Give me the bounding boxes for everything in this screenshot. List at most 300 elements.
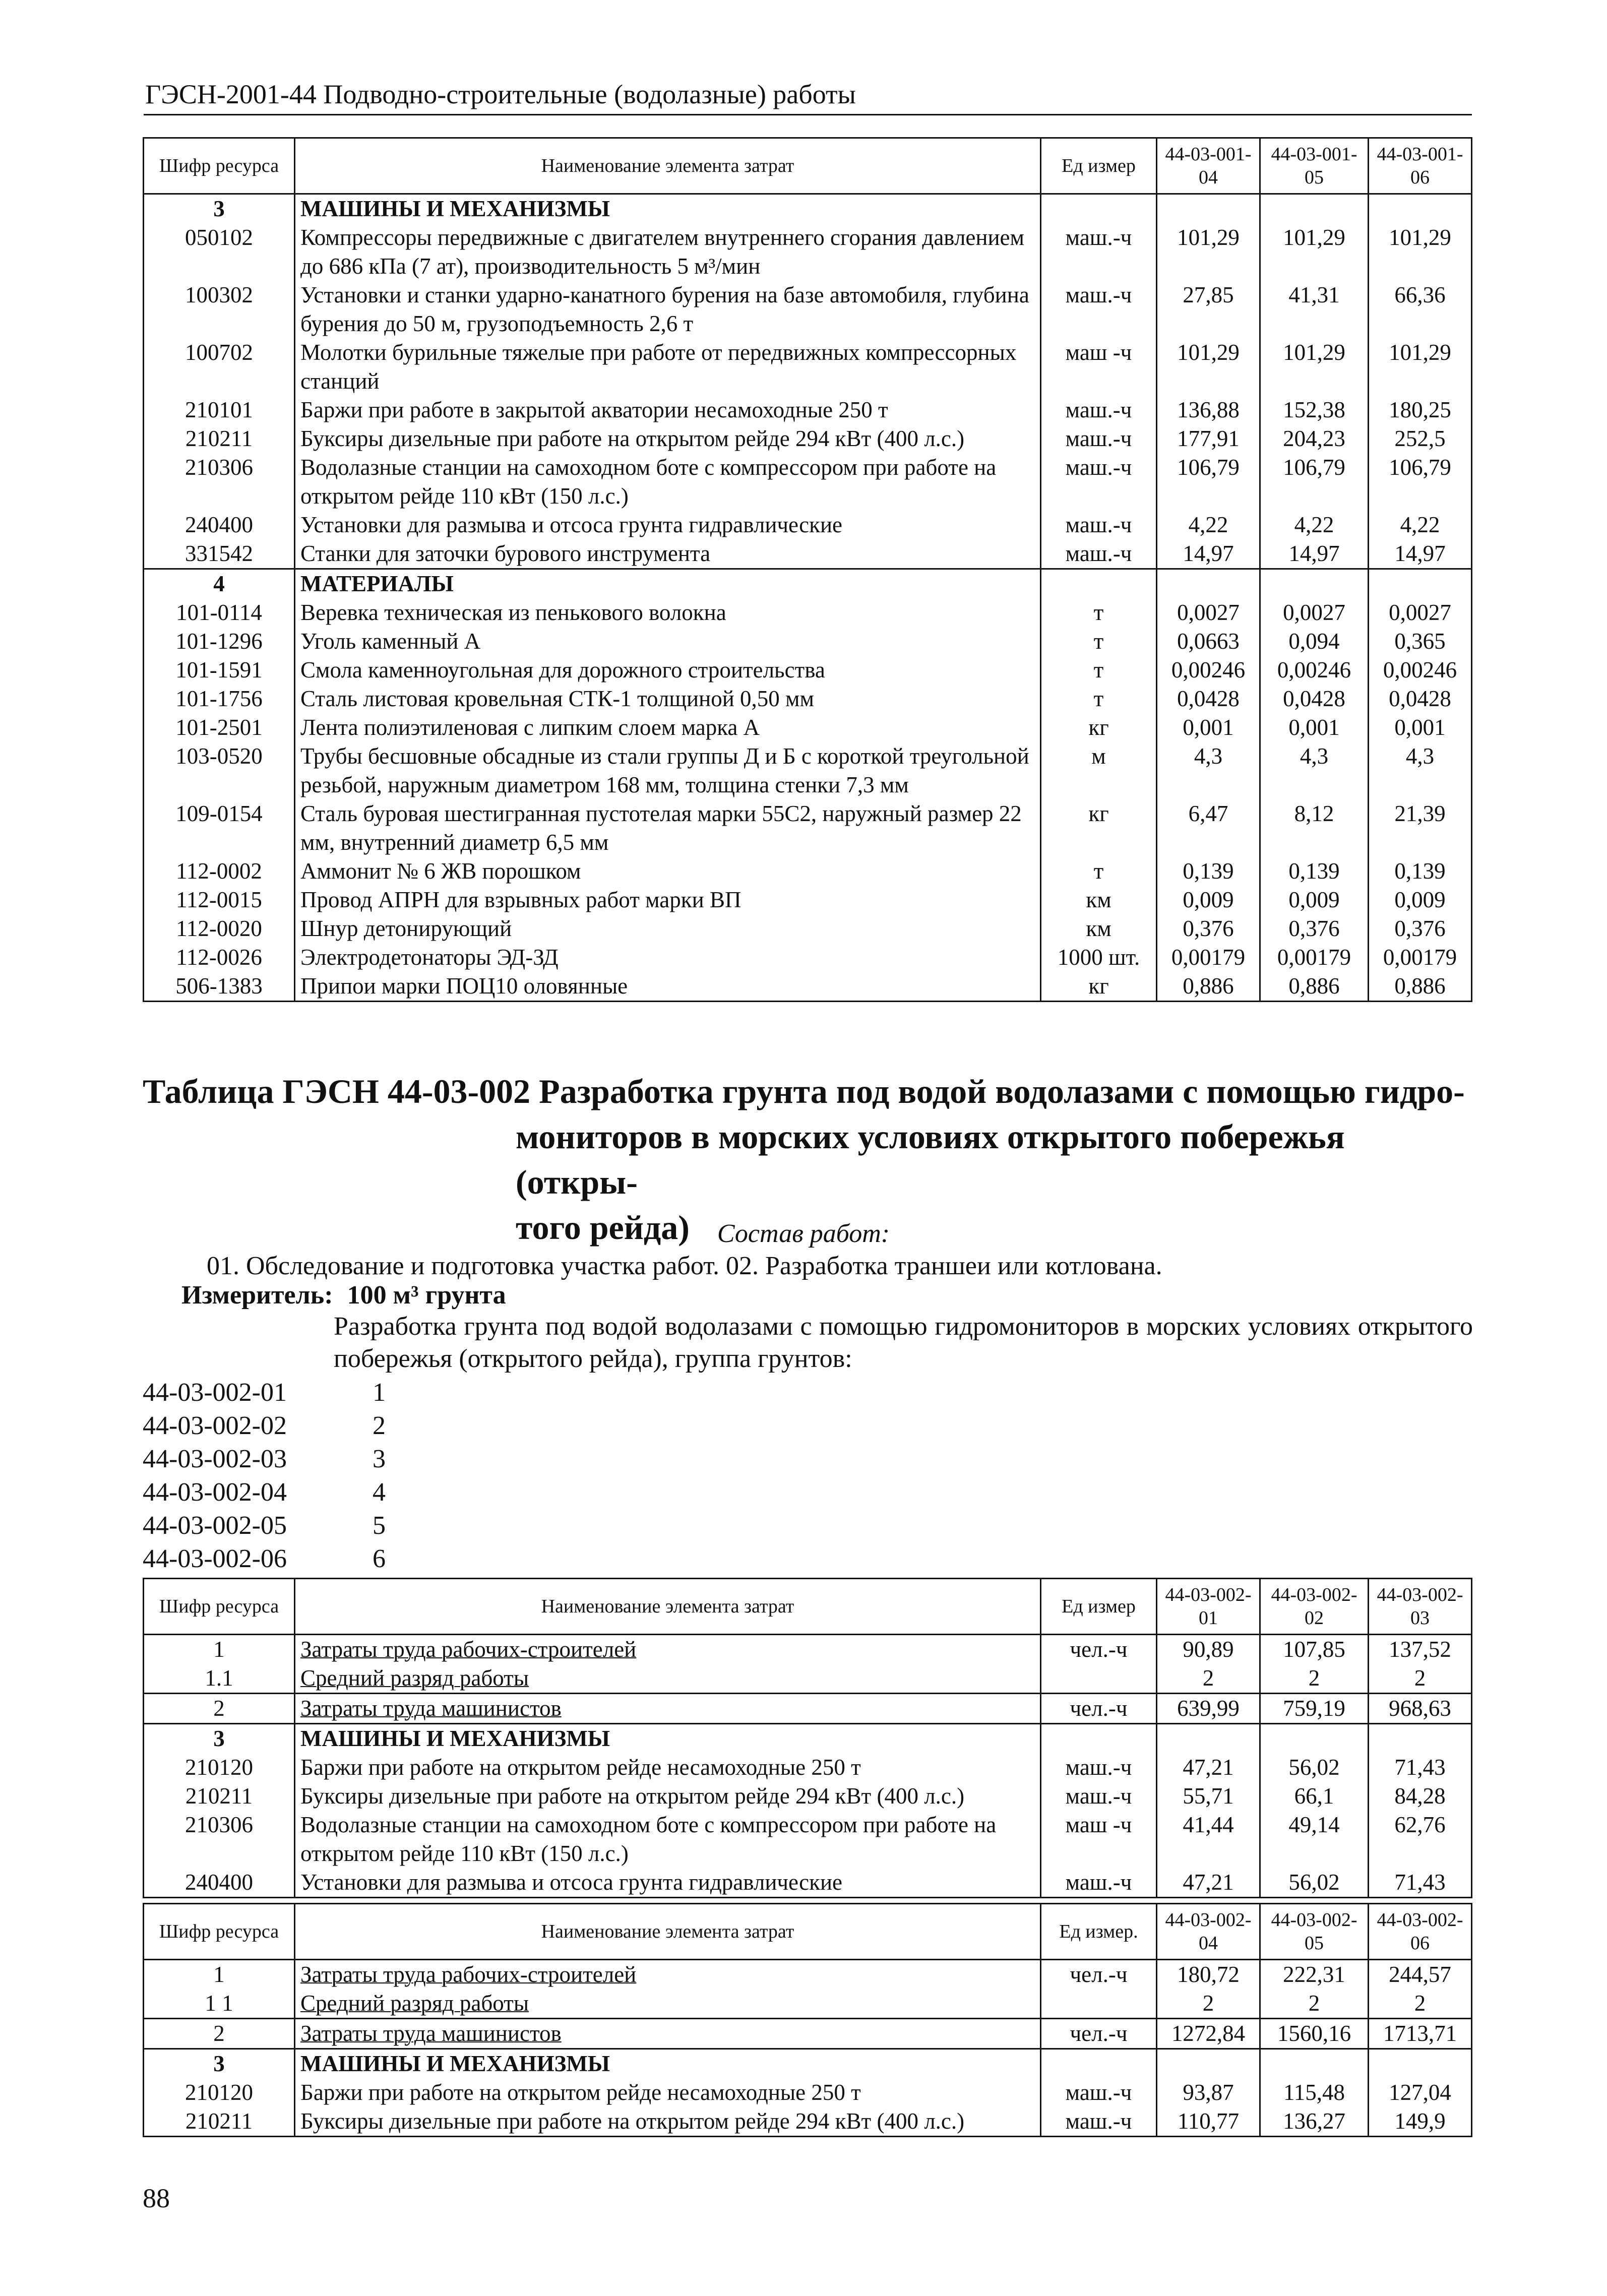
variant-code: 44-03-002-05 — [143, 1511, 287, 1540]
resource-unit — [1041, 194, 1157, 224]
value-col-3: 0,886 — [1369, 972, 1472, 1002]
value-col-2: 4,3 — [1260, 742, 1369, 799]
resource-name-text: Затраты труда машинистов — [300, 2021, 562, 2046]
resource-name-text: Сталь листовая кровельная СТК-1 толщиной 0,50 мм — [300, 686, 814, 711]
resource-unit: км — [1041, 886, 1157, 914]
table-title-line-1: Таблица ГЭСН 44-03-002 Разработка грунта под водой водолазами с помощью гидро- — [143, 1072, 1465, 1110]
value-col-2: 0,0428 — [1260, 685, 1369, 713]
value-col-1: 639,99 — [1157, 1694, 1260, 1724]
value-col-1: 0,886 — [1157, 972, 1260, 1002]
value-col-3 — [1369, 1724, 1472, 1754]
resource-code: 2 — [144, 1694, 295, 1724]
value-col-2: 222,31 — [1260, 1960, 1369, 1990]
resource-code: 210120 — [144, 1753, 295, 1782]
value-col-3: 0,365 — [1369, 627, 1472, 656]
value-col-3: 21,39 — [1369, 799, 1472, 857]
table-row — [144, 1811, 1472, 1868]
section-row — [144, 2049, 1472, 2079]
header-code: Шифр ресурса — [144, 1579, 295, 1635]
value-col-2: 0,139 — [1260, 857, 1369, 886]
value-col-2: 101,29 — [1260, 338, 1369, 396]
running-header: ГЭСН-2001-44 Подводно-строительные (водолазные) работы — [145, 79, 856, 109]
value-col-1: 27,85 — [1157, 281, 1260, 338]
value-col-2 — [1260, 2049, 1369, 2079]
resource-name-text: Шнур детонирующий — [300, 916, 512, 941]
value-col-1: 1272,84 — [1157, 2019, 1260, 2049]
resource-unit: 1000 шт. — [1041, 943, 1157, 972]
resource-name — [295, 1960, 1041, 1990]
value-col-3: 968,63 — [1369, 1694, 1472, 1724]
header-unit: Ед измер — [1041, 138, 1157, 194]
value-col-3: 71,43 — [1369, 1753, 1472, 1782]
table-row — [144, 943, 1472, 972]
resource-code: 3 — [144, 1724, 295, 1754]
value-col-2: 41,31 — [1260, 281, 1369, 338]
resource-code: 100302 — [144, 281, 295, 338]
resource-name — [295, 972, 1041, 1002]
variant-row — [143, 1476, 386, 1509]
description: Разработка грунта под водой водолазами с помощью гидромониторов в морских условиях открытого побережья (открытого рейда), группа грунтов: — [334, 1312, 1473, 1373]
resource-code: 210120 — [144, 2078, 295, 2107]
resource-code: 240400 — [144, 1868, 295, 1898]
value-col-2: 56,02 — [1260, 1753, 1369, 1782]
resource-name — [295, 1724, 1041, 1754]
section-row — [144, 569, 1472, 599]
table-row — [144, 972, 1472, 1002]
resource-code: 101-1591 — [144, 656, 295, 685]
value-col-2: 152,38 — [1260, 396, 1369, 424]
resource-name — [295, 539, 1041, 569]
resource-code: 103-0520 — [144, 742, 295, 799]
value-col-2: 14,97 — [1260, 539, 1369, 569]
value-col-2: 0,886 — [1260, 972, 1369, 1002]
resource-code: 1.1 — [144, 1664, 295, 1694]
value-col-3: 0,001 — [1369, 713, 1472, 742]
header-col-3: 44-03-001-06 — [1369, 138, 1472, 194]
value-col-1: 41,44 — [1157, 1811, 1260, 1868]
variant-code: 44-03-002-03 — [143, 1445, 287, 1473]
value-col-1: 14,97 — [1157, 539, 1260, 569]
resource-name — [295, 1664, 1041, 1694]
header-name: Наименование элемента затрат — [295, 1579, 1041, 1635]
resource-name-text: Средний разряд работы — [300, 1991, 529, 2016]
resource-code: 112-0002 — [144, 857, 295, 886]
value-col-3: 137,52 — [1369, 1635, 1472, 1664]
resource-unit: маш.-ч — [1041, 223, 1157, 281]
resource-name — [295, 453, 1041, 511]
value-col-3: 71,43 — [1369, 1868, 1472, 1898]
value-col-1: 0,009 — [1157, 886, 1260, 914]
value-col-3: 0,00179 — [1369, 943, 1472, 972]
variant-code: 44-03-002-01 — [143, 1378, 287, 1407]
resource-code: 112-0015 — [144, 886, 295, 914]
table-row — [144, 799, 1472, 857]
table-header-row — [144, 1579, 1472, 1635]
value-col-3: 1713,71 — [1369, 2019, 1472, 2049]
value-col-2: 4,22 — [1260, 511, 1369, 539]
resource-name-text: МАТЕРИАЛЫ — [300, 571, 454, 596]
resource-name-text: Буксиры дизельные при работе на открытом рейде 294 кВт (400 л.с.) — [300, 426, 965, 451]
resource-unit: маш.-ч — [1041, 281, 1157, 338]
variant-row — [143, 1509, 386, 1542]
resource-name — [295, 424, 1041, 453]
table-row — [144, 627, 1472, 656]
value-col-2: 0,00246 — [1260, 656, 1369, 685]
value-col-2: 49,14 — [1260, 1811, 1369, 1868]
variant-row — [143, 1443, 386, 1476]
resource-name — [295, 627, 1041, 656]
resource-name-text: Припои марки ПОЦ10 оловянные — [300, 973, 628, 999]
section-row — [144, 194, 1472, 224]
resource-name — [295, 569, 1041, 599]
variant-group: 2 — [373, 1411, 386, 1440]
resource-name-text: МАШИНЫ И МЕХАНИЗМЫ — [300, 196, 610, 221]
value-col-2: 136,27 — [1260, 2107, 1369, 2137]
variant-group: 1 — [373, 1378, 386, 1407]
resource-name — [295, 2107, 1041, 2137]
resource-name-text: Установки и станки ударно-канатного бурения на базе автомобиля, глубина бурения до 50 м, грузоподъемность 2,6 т — [300, 282, 1029, 336]
table-row — [144, 281, 1472, 338]
value-col-3: 0,376 — [1369, 914, 1472, 943]
value-col-3: 149,9 — [1369, 2107, 1472, 2137]
resource-unit: маш.-ч — [1041, 424, 1157, 453]
table-header-row — [144, 1904, 1472, 1960]
resource-name-text: МАШИНЫ И МЕХАНИЗМЫ — [300, 1726, 610, 1751]
variant-row — [143, 1409, 386, 1443]
resource-unit: маш.-ч — [1041, 2078, 1157, 2107]
resource-code: 2 — [144, 2019, 295, 2049]
value-col-2: 101,29 — [1260, 223, 1369, 281]
resource-unit: т — [1041, 656, 1157, 685]
variant-code: 44-03-002-06 — [143, 1544, 287, 1573]
value-col-1: 101,29 — [1157, 223, 1260, 281]
table-row — [144, 539, 1472, 569]
resource-name — [295, 1989, 1041, 2019]
table-row — [144, 914, 1472, 943]
resource-unit: маш.-ч — [1041, 453, 1157, 511]
resource-unit: т — [1041, 857, 1157, 886]
table-row — [144, 396, 1472, 424]
value-col-3: 106,79 — [1369, 453, 1472, 511]
resource-name-text: Установки для размыва и отсоса грунта гидравлические — [300, 1870, 843, 1895]
variant-group: 3 — [373, 1445, 386, 1473]
value-col-2 — [1260, 194, 1369, 224]
value-col-1: 47,21 — [1157, 1753, 1260, 1782]
value-col-1: 2 — [1157, 1989, 1260, 2019]
table-row — [144, 511, 1472, 539]
resource-code: 101-1296 — [144, 627, 295, 656]
resource-name — [295, 799, 1041, 857]
resource-code: 109-0154 — [144, 799, 295, 857]
table-row — [144, 742, 1472, 799]
value-col-1: 0,0027 — [1157, 598, 1260, 627]
resource-name — [295, 857, 1041, 886]
resource-unit: м — [1041, 742, 1157, 799]
resource-name — [295, 1868, 1041, 1898]
resource-unit: маш.-ч — [1041, 539, 1157, 569]
resource-name — [295, 656, 1041, 685]
value-col-1: 90,89 — [1157, 1635, 1260, 1664]
resource-name — [295, 194, 1041, 224]
resource-unit — [1041, 2049, 1157, 2079]
value-col-3: 0,009 — [1369, 886, 1472, 914]
variant-group: 6 — [373, 1544, 386, 1573]
resource-table-2 — [143, 1578, 1472, 1898]
header-col-2: 44-03-001-05 — [1260, 138, 1369, 194]
header-col-2: 44-03-002-05 — [1260, 1904, 1369, 1960]
value-col-3: 4,22 — [1369, 511, 1472, 539]
resource-unit — [1041, 569, 1157, 599]
value-col-3: 101,29 — [1369, 223, 1472, 281]
resource-name-text: Сталь буровая шестигранная пустотелая марки 55С2, наружный размер 22 мм, внутренний диаметр 6,5 мм — [300, 801, 1022, 855]
resource-name-text: Водолазные станции на самоходном боте с компрессором при работе на открытом рейде 110 кВт (150 л.с.) — [300, 1812, 997, 1866]
header-name: Наименование элемента затрат — [295, 138, 1041, 194]
resource-name — [295, 943, 1041, 972]
value-col-1: 180,72 — [1157, 1960, 1260, 1990]
value-col-2: 106,79 — [1260, 453, 1369, 511]
resource-unit: т — [1041, 685, 1157, 713]
resource-name-text: Средний разряд работы — [300, 1665, 529, 1691]
header-unit: Ед измер — [1041, 1579, 1157, 1635]
table-row — [144, 453, 1472, 511]
resource-name — [295, 2019, 1041, 2049]
value-col-1 — [1157, 2049, 1260, 2079]
value-col-2: 115,48 — [1260, 2078, 1369, 2107]
value-col-3: 4,3 — [1369, 742, 1472, 799]
header-col-3: 44-03-002-03 — [1369, 1579, 1472, 1635]
value-col-2: 2 — [1260, 1989, 1369, 2019]
value-col-3 — [1369, 2049, 1472, 2079]
value-col-1: 106,79 — [1157, 453, 1260, 511]
table-row — [144, 424, 1472, 453]
resource-name-text: Буксиры дизельные при работе на открытом рейде 294 кВт (400 л.с.) — [300, 2108, 965, 2134]
resource-code: 210211 — [144, 2107, 295, 2137]
variant-code: 44-03-002-04 — [143, 1478, 287, 1507]
resource-code: 1 1 — [144, 1989, 295, 2019]
resource-unit: маш.-ч — [1041, 2107, 1157, 2137]
value-col-1 — [1157, 194, 1260, 224]
value-col-2: 8,12 — [1260, 799, 1369, 857]
table-header-row — [144, 138, 1472, 194]
table-row — [144, 886, 1472, 914]
resource-name — [295, 338, 1041, 396]
resource-unit: кг — [1041, 713, 1157, 742]
resource-unit — [1041, 1989, 1157, 2019]
resource-name-text: Веревка техническая из пенькового волокна — [300, 600, 726, 625]
resource-code: 210101 — [144, 396, 295, 424]
value-col-2: 2 — [1260, 1664, 1369, 1694]
resource-name — [295, 685, 1041, 713]
value-col-1: 0,376 — [1157, 914, 1260, 943]
resource-name-text: Баржи при работе на открытом рейде несамоходные 250 т — [300, 1755, 861, 1780]
value-col-3: 180,25 — [1369, 396, 1472, 424]
table-row — [144, 223, 1472, 281]
header-rule — [144, 114, 1472, 115]
resource-unit — [1041, 1664, 1157, 1694]
resource-name-text: Трубы бесшовные обсадные из стали группы Д и Б с короткой треугольной резьбой, наружным диаметром 168 мм, толщина стенки 7,3 мм — [300, 743, 1029, 797]
variant-group: 5 — [373, 1511, 386, 1540]
table-row — [144, 338, 1472, 396]
resource-unit: кг — [1041, 799, 1157, 857]
value-col-1: 2 — [1157, 1664, 1260, 1694]
table-row — [144, 1635, 1472, 1664]
resource-name-text: Установки для размыва и отсоса грунта гидравлические — [300, 512, 843, 537]
variant-group: 4 — [373, 1478, 386, 1507]
table-title-line-2: мониторов в морских условиях открытого побережья (откры- — [516, 1118, 1345, 1201]
header-code: Шифр ресурса — [144, 1904, 295, 1960]
variants-list — [143, 1376, 386, 1576]
value-col-1: 101,29 — [1157, 338, 1260, 396]
resource-name-text: Водолазные станции на самоходном боте с компрессором при работе на открытом рейде 110 кВт (150 л.с.) — [300, 455, 997, 509]
header-unit: Ед измер. — [1041, 1904, 1157, 1960]
resource-name — [295, 914, 1041, 943]
resource-name — [295, 742, 1041, 799]
resource-name — [295, 886, 1041, 914]
value-col-1: 4,3 — [1157, 742, 1260, 799]
resource-unit: маш.-ч — [1041, 1753, 1157, 1782]
resource-unit: маш -ч — [1041, 1811, 1157, 1868]
value-col-2: 0,001 — [1260, 713, 1369, 742]
resource-name — [295, 2078, 1041, 2107]
resource-name-text: Провод АПРН для взрывных работ марки ВП — [300, 887, 741, 912]
resource-name-text: Баржи при работе на открытом рейде несамоходные 250 т — [300, 2080, 861, 2105]
value-col-1: 0,001 — [1157, 713, 1260, 742]
value-col-3: 127,04 — [1369, 2078, 1472, 2107]
resource-unit: чел.-ч — [1041, 1635, 1157, 1664]
header-col-1: 44-03-002-04 — [1157, 1904, 1260, 1960]
value-col-1: 47,21 — [1157, 1868, 1260, 1898]
value-col-1 — [1157, 569, 1260, 599]
value-col-2: 56,02 — [1260, 1868, 1369, 1898]
table-row — [144, 713, 1472, 742]
resource-unit: км — [1041, 914, 1157, 943]
value-col-3 — [1369, 569, 1472, 599]
resource-unit: маш.-ч — [1041, 1782, 1157, 1811]
value-col-3: 14,97 — [1369, 539, 1472, 569]
value-col-2: 0,009 — [1260, 886, 1369, 914]
value-col-3: 0,139 — [1369, 857, 1472, 886]
resource-name-text: Молотки бурильные тяжелые при работе от передвижных компрессорных станций — [300, 340, 1017, 394]
meter-label: Измеритель: — [181, 1281, 333, 1310]
table-row — [144, 2107, 1472, 2137]
resource-name-text: Компрессоры передвижные с двигателем внутреннего сгорания давлением до 686 кПа (7 ат), производительность 5 м³/мин — [300, 225, 1025, 279]
resource-name-text: Станки для заточки бурового инструмента — [300, 541, 711, 566]
header-name: Наименование элемента затрат — [295, 1904, 1041, 1960]
resource-unit: маш.-ч — [1041, 396, 1157, 424]
table-row — [144, 1694, 1472, 1724]
value-col-1: 0,00246 — [1157, 656, 1260, 685]
value-col-1: 0,139 — [1157, 857, 1260, 886]
value-col-3: 0,00246 — [1369, 656, 1472, 685]
resource-unit: маш.-ч — [1041, 1868, 1157, 1898]
table-row — [144, 685, 1472, 713]
section-row — [144, 1724, 1472, 1754]
resource-code: 050102 — [144, 223, 295, 281]
resource-code: 506-1383 — [144, 972, 295, 1002]
table-row — [144, 2078, 1472, 2107]
resource-unit: маш.-ч — [1041, 511, 1157, 539]
header-col-2: 44-03-002-02 — [1260, 1579, 1369, 1635]
value-col-1: 0,00179 — [1157, 943, 1260, 972]
resource-code: 112-0026 — [144, 943, 295, 972]
value-col-3: 84,28 — [1369, 1782, 1472, 1811]
resource-name — [295, 281, 1041, 338]
resource-code: 3 — [144, 194, 295, 224]
resource-code: 101-1756 — [144, 685, 295, 713]
value-col-2: 0,376 — [1260, 914, 1369, 943]
value-col-3: 62,76 — [1369, 1811, 1472, 1868]
value-col-2: 204,23 — [1260, 424, 1369, 453]
table-row — [144, 1782, 1472, 1811]
resource-code: 4 — [144, 569, 295, 599]
resource-code: 210211 — [144, 1782, 295, 1811]
table-row — [144, 1753, 1472, 1782]
resource-name — [295, 1811, 1041, 1868]
resource-code: 331542 — [144, 539, 295, 569]
resource-unit: т — [1041, 627, 1157, 656]
resource-unit: маш -ч — [1041, 338, 1157, 396]
value-col-1: 93,87 — [1157, 2078, 1260, 2107]
meter — [181, 1280, 506, 1310]
value-col-1: 177,91 — [1157, 424, 1260, 453]
resource-name-text: Уголь каменный А — [300, 629, 481, 654]
value-col-2 — [1260, 569, 1369, 599]
value-col-1: 0,0428 — [1157, 685, 1260, 713]
resource-name-text: Смола каменноугольная для дорожного строительства — [300, 657, 825, 682]
resource-name — [295, 1635, 1041, 1664]
value-col-3: 101,29 — [1369, 338, 1472, 396]
resource-table-1 — [143, 137, 1472, 1002]
resource-unit: чел.-ч — [1041, 1694, 1157, 1724]
value-col-1: 136,88 — [1157, 396, 1260, 424]
resource-name — [295, 1782, 1041, 1811]
composition-text: 01. Обследование и подготовка участка работ. 02. Разработка траншеи или котлована. — [207, 1252, 1162, 1280]
resource-name — [295, 713, 1041, 742]
resource-name — [295, 1753, 1041, 1782]
resource-code: 1 — [144, 1635, 295, 1664]
value-col-2 — [1260, 1724, 1369, 1754]
resource-code: 100702 — [144, 338, 295, 396]
value-col-2: 0,094 — [1260, 627, 1369, 656]
table-row — [144, 598, 1472, 627]
resource-name-text: Баржи при работе в закрытой акватории несамоходные 250 т — [300, 397, 888, 422]
table-row — [144, 2019, 1472, 2049]
value-col-3: 0,0027 — [1369, 598, 1472, 627]
table-row — [144, 1989, 1472, 2019]
resource-unit — [1041, 1724, 1157, 1754]
table-row — [144, 1960, 1472, 1990]
resource-name-text: Затраты труда машинистов — [300, 1696, 562, 1721]
table-row — [144, 1664, 1472, 1694]
resource-code: 1 — [144, 1960, 295, 1990]
resource-name — [295, 2049, 1041, 2079]
variant-code: 44-03-002-02 — [143, 1411, 287, 1440]
table-row — [144, 857, 1472, 886]
variant-row — [143, 1376, 386, 1409]
resource-name-text: Аммонит № 6 ЖВ порошком — [300, 858, 581, 884]
resource-name-text: Затраты труда рабочих-строителей — [300, 1962, 637, 1987]
resource-name — [295, 598, 1041, 627]
resource-unit: чел.-ч — [1041, 1960, 1157, 1990]
resource-unit: чел.-ч — [1041, 2019, 1157, 2049]
value-col-2: 1560,16 — [1260, 2019, 1369, 2049]
header-code: Шифр ресурса — [144, 138, 295, 194]
value-col-3 — [1369, 194, 1472, 224]
page-number: 88 — [143, 2183, 170, 2213]
header-col-1: 44-03-002-01 — [1157, 1579, 1260, 1635]
resource-code: 210211 — [144, 424, 295, 453]
value-col-3: 2 — [1369, 1989, 1472, 2019]
